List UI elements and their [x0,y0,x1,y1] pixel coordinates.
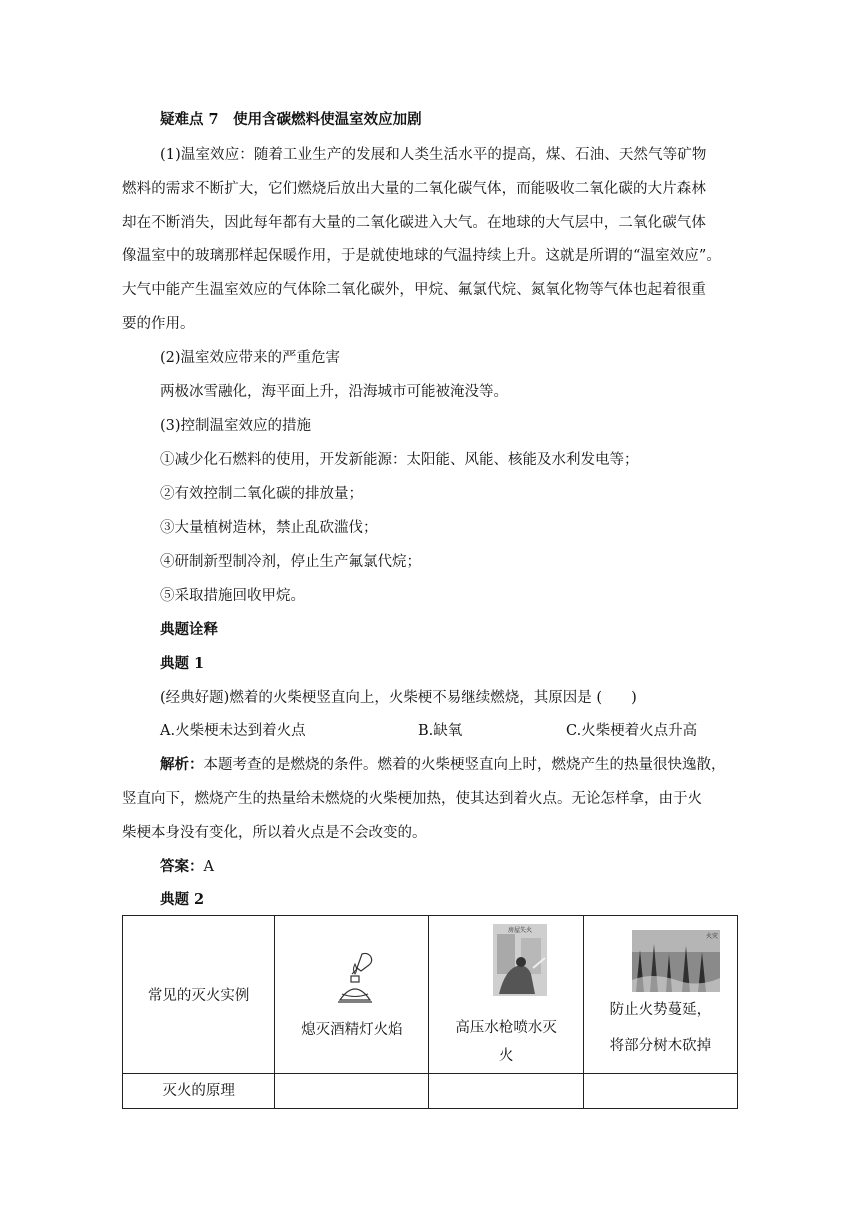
section-title: 疑难点 7 使用含碳燃料使温室效应加剧 [160,111,422,128]
list-item: ④研制新型制冷剂，停止生产氟氯代烷； [160,554,421,570]
row-header: 灭火的原理 [162,1083,235,1099]
photo-caption: 火灾 [705,933,718,940]
analysis-line [160,755,726,775]
list-item: ①减少化石燃料的使用，开发新能源：太阳能、风能、核能及水利发电等； [160,452,639,468]
paragraph-line: 燃料的需求不断扩大，它们燃烧后放出大量的二氧化碳气体，而能吸收二氧化碳的大片森林 [122,181,706,197]
table-cell-empty [429,1074,583,1109]
table-cell-empty [275,1074,429,1109]
list-item: ⑤采取措施回收甲烷。 [160,588,305,604]
alcohol-lamp-icon [330,950,380,1010]
examples-heading: 典题诠释 [160,621,218,638]
example-label-line: 火 [498,1048,514,1064]
example-label: 熄灭酒精灯火焰 [301,1022,403,1038]
paragraph-line: 像温室中的玻璃那样起保暖作用，于是就使地球的气温持续上升。这就是所谓的“温室效应”。 [122,248,722,264]
analysis-text: 本题考查的是燃烧的条件。燃着的火柴梗竖直向上时，燃烧产生的热量很快逸散， [203,757,726,773]
subheading: (3)控制温室效应的措施 [160,418,312,434]
table-row [123,1074,738,1109]
table-cell [123,1074,275,1109]
table-cell [429,916,583,1074]
analysis-label: 解析： [160,756,204,773]
list-item: ③大量植树造林，禁止乱砍滥伐； [160,520,378,536]
table-cell [123,916,275,1074]
subheading: (2)温室效应带来的严重危害 [160,350,341,366]
table-cell [583,916,737,1074]
paragraph-line: 两极冰雪融化，海平面上升，沿海城市可能被淹没等。 [160,384,508,400]
row-header: 常见的灭火实例 [147,988,250,1004]
example-1-question: (经典好题)燃着的火柴梗竖直向上，火柴梗不易继续燃烧，其原因是 ( ) [160,690,637,706]
analysis-line: 柴梗本身没有变化，所以着火点是不会改变的。 [122,825,427,841]
paragraph-line: 却在不断消失，因此每年都有大量的二氧化碳进入大气。在地球的大气层中，二氧化碳气体 [122,215,706,231]
table-row [123,916,738,1074]
fire-extinguish-table [122,915,738,1109]
firefighter-photo [493,924,547,996]
table-cell [275,916,429,1074]
example-label-line: 高压水枪喷水灭 [455,1020,557,1036]
example-2-title: 典题 2 [160,891,205,908]
paragraph-line: 大气中能产生温室效应的气体除二氧化碳外，甲烷、氟氯代烷、氮氧化物等气体也起着很重 [122,282,706,298]
list-item: ②有效控制二氧化碳的排放量； [160,486,363,502]
answer-label: 答案： [160,858,204,875]
answer-line [160,857,214,877]
table-cell-empty [583,1074,737,1109]
option-b: B.缺氧 [418,723,463,739]
example-1-title: 典题 1 [160,655,205,672]
option-a: A.火柴梗未达到着火点 [160,723,306,739]
answer-value: A [203,859,214,875]
option-c: C.火柴梗着火点升高 [566,723,698,739]
forest-fire-photo [632,930,720,992]
photo-caption: 房屋失火 [508,927,533,934]
example-label-line: 将部分树木砍掉 [609,1038,712,1054]
paragraph-line: 要的作用。 [122,316,195,332]
analysis-line: 竖直向下，燃烧产生的热量给未燃烧的火柴梗加热，使其达到着火点。无论怎样拿，由于火 [122,791,702,807]
example-label-line: 防止火势蔓延， [609,1002,712,1018]
paragraph-line: (1)温室效应：随着工业生产的发展和人类生活水平的提高，煤、石油、天然气等矿物 [160,147,707,163]
